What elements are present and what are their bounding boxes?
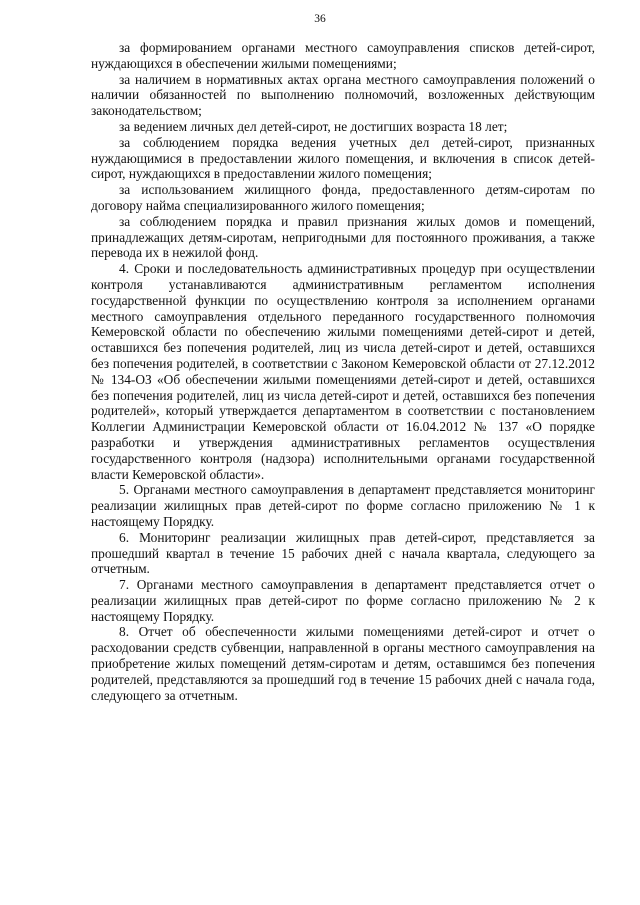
paragraph: 4. Сроки и последовательность административных процедур при осуществлении контроля устанавливаются административным регламентом исполнения государственной функции по осуществлению контроля за исполнением органами местного самоуправления отдельного переданного государственного полномочия Кемеровской области по обеспечению жилыми помещениями детей-сирот и детей, оставшихся без попечения родителей, лиц из числа детей-сирот и детей, оставшихся без попечения родителей, в соответствии с Законом Кемеровской области от 27.12.2012 № 134-ОЗ «Об обеспечении жилыми помещениями детей-сирот и детей, оставшихся без попечения родителей, лиц из числа детей-сирот и детей, оставшихся без попечения родителей», который утверждается департаментом в соответствии с постановлением Коллегии Администрации Кемеровской области от 16.04.2012 № 137 «О порядке разработки и утверждения административных регламентов осуществления государственного контроля (надзора) исполнительными органами государственной власти Кемеровской области». — [91, 261, 595, 482]
paragraph: 8. Отчет об обеспеченности жилыми помещениями детей-сирот и отчет о расходовании средств субвенции, направленной в органы местного самоуправления на приобретение жилых помещений детям-сиротам и детям, оставшимся без попечения родителей, представляются за прошедший год в течение 15 рабочих дней с начала года, следующего за отчетным. — [91, 624, 595, 703]
paragraph: за ведением личных дел детей-сирот, не достигших возраста 18 лет; — [119, 118, 508, 134]
paragraph: за формированием органами местного самоуправления списков детей-сирот, нуждающихся в обеспечении жилыми помещениями; — [91, 40, 595, 71]
paragraph: за наличием в нормативных актах органа местного самоуправления положений о наличии обязанностей по выполнению полномочий, возложенных действующим законодательством; — [91, 71, 595, 119]
paragraph: за соблюдением порядка ведения учетных дел детей-сирот, признанных нуждающимися в предоставлении жилого помещения, и включения в список детей-сирот, нуждающихся в предоставлении жилого помещения; — [91, 134, 595, 182]
paragraph: 6. Мониторинг реализации жилищных прав детей-сирот, представляется за прошедший квартал в течение 15 рабочих дней с начала квартала, следующего за отчетным. — [91, 529, 595, 577]
paragraph: 7. Органами местного самоуправления в департамент представляется отчет о реализации жилищных прав детей-сирот по форме согласно приложению № 2 к настоящему Порядку. — [91, 577, 595, 624]
paragraph: за использованием жилищного фонда, предоставленного детям-сиротам по договору найма специализированного жилого помещения; — [91, 182, 595, 213]
document-body — [91, 40, 595, 703]
page-number: 36 — [314, 13, 326, 25]
paragraph: 5. Органами местного самоуправления в департамент представляется мониторинг реализации жилищных прав детей-сирот по форме согласно приложению № 1 к настоящему Порядку. — [91, 482, 595, 529]
paragraph: за соблюдением порядка и правил признания жилых домов и помещений, принадлежащих детям-сиротам, непригодными для постоянного проживания, а также перевода их в нежилой фонд. — [91, 213, 595, 261]
